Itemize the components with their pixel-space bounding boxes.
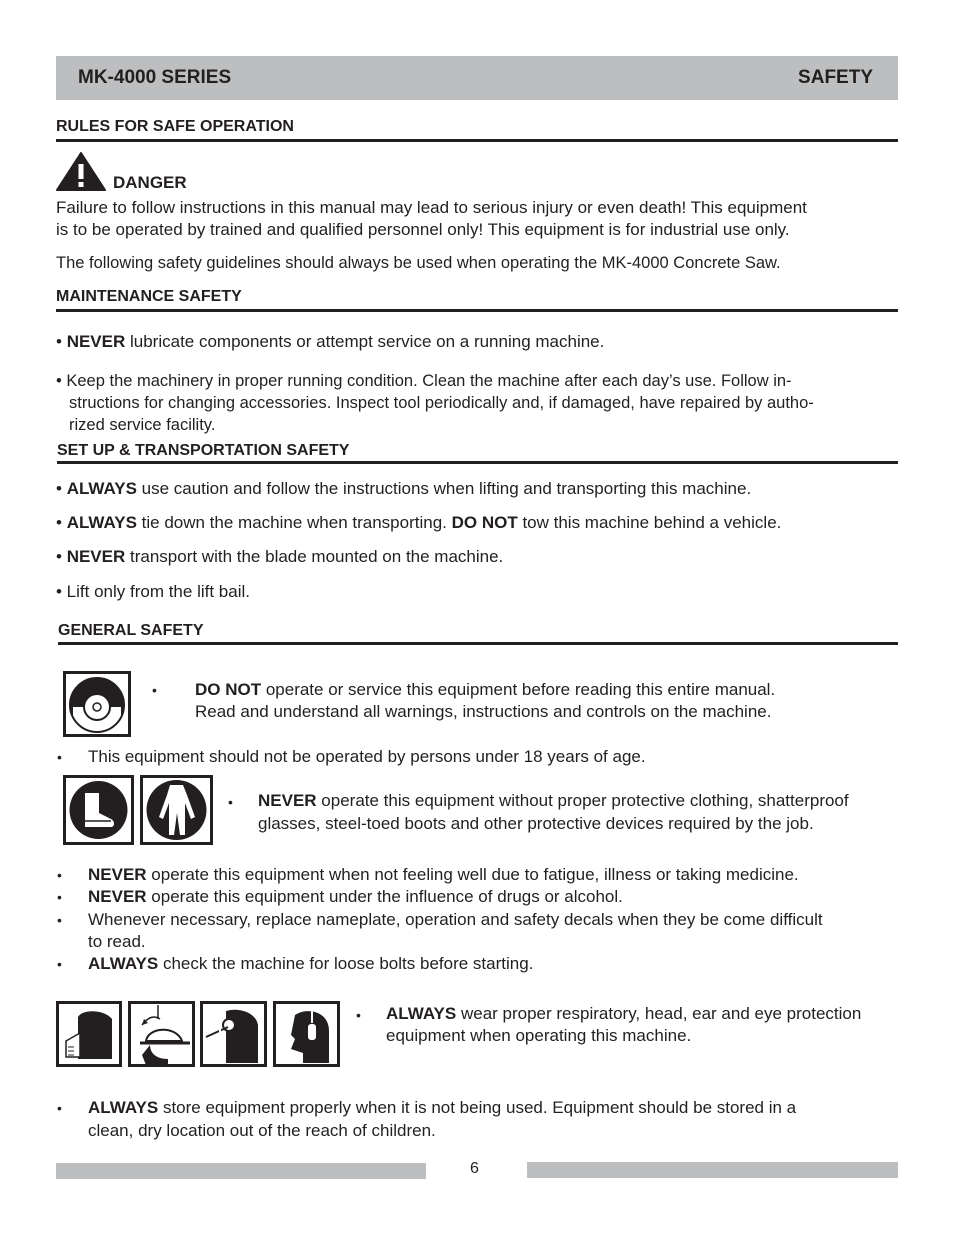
- bullet: •: [56, 513, 62, 532]
- header-bar: [56, 56, 898, 100]
- item-text: operate this equipment under the influence of drugs or alcohol.: [146, 887, 623, 906]
- emphasis: NEVER: [258, 791, 317, 810]
- emphasis: ALWAYS: [386, 1004, 457, 1023]
- bullet: •: [57, 749, 62, 765]
- rule-divider: [56, 309, 898, 312]
- respirator-icon: [56, 1001, 122, 1067]
- item-text: use caution and follow the instructions when lifting and transporting this machine.: [136, 479, 752, 498]
- danger-label: DANGER: [113, 173, 187, 192]
- bullet: •: [57, 1100, 62, 1116]
- setup-item-4: • Lift only from the lift bail.: [56, 582, 250, 601]
- emphasis: NEVER: [66, 332, 126, 351]
- warning-triangle-icon: [56, 152, 106, 192]
- bolts-item: [88, 953, 533, 975]
- emphasis: NEVER: [66, 547, 126, 566]
- bullet: •: [57, 912, 62, 928]
- setup-item-2: [56, 512, 781, 534]
- item-text: operate or service this equipment before reading this entire manual.: [261, 680, 776, 699]
- danger-text-1: Failure to follow instructions in this manual may lead to serious injury or even death! This equipment: [56, 198, 807, 217]
- emphasis: DO NOT: [451, 513, 518, 532]
- storage-line-2: clean, dry location out of the reach of children.: [88, 1121, 436, 1140]
- maintenance-item-2-line-3: rized service facility.: [69, 416, 216, 434]
- rule-divider: [56, 139, 898, 142]
- maintenance-item-2-line-2: structions for changing accessories. Inspect tool periodically and, if damaged, have repaired by autho-: [69, 394, 814, 412]
- danger-text-2: is to be operated by trained and qualified personnel only! This equipment is for industrial use only.: [56, 220, 790, 239]
- maintenance-heading: MAINTENANCE SAFETY: [56, 288, 242, 305]
- protection-line-2: equipment when operating this machine.: [386, 1026, 692, 1045]
- setup-item-1: [56, 478, 751, 500]
- emphasis: ALWAYS: [66, 479, 137, 498]
- series-title: MK-4000 SERIES: [78, 67, 232, 88]
- item-text: tow this machine behind a vehicle.: [517, 513, 782, 532]
- ear-protection-icon: [273, 1001, 340, 1067]
- bullet: •: [228, 794, 233, 810]
- age-item: This equipment should not be operated by persons under 18 years of age.: [88, 747, 646, 766]
- protection-line-1: [386, 1003, 861, 1025]
- emphasis: ALWAYS: [88, 954, 159, 973]
- emphasis: NEVER: [88, 865, 147, 884]
- safety-boots-icon: [63, 775, 134, 845]
- footer-bar-left: [56, 1163, 426, 1179]
- item-text: check the machine for loose bolts before starting.: [158, 954, 534, 973]
- decal-line-1: Whenever necessary, replace nameplate, operation and safety decals when they be come difficult: [88, 910, 823, 929]
- page-number: 6: [470, 1160, 479, 1177]
- item-text: lubricate components or attempt service on a running machine.: [125, 332, 605, 351]
- item-text: wear proper respiratory, head, ear and eye protection: [456, 1004, 862, 1023]
- emphasis: ALWAYS: [88, 1098, 159, 1117]
- bullet: •: [57, 956, 62, 972]
- ppe-line-1: [258, 790, 849, 812]
- drugs-item: [88, 886, 623, 908]
- item-text: operate this equipment when not feeling well due to fatigue, illness or taking medicine.: [146, 865, 799, 884]
- rule-divider: [58, 642, 898, 645]
- guideline-text: The following safety guidelines should always be used when operating the MK-4000 Concrete Saw.: [56, 254, 781, 272]
- bullet: •: [57, 867, 62, 883]
- hard-hat-icon: [128, 1001, 195, 1067]
- ppe-line-2: glasses, steel-toed boots and other protective devices required by the job.: [258, 814, 814, 833]
- maintenance-item-1: [56, 331, 604, 353]
- read-manual-icon: [63, 671, 131, 737]
- item-text: tie down the machine when transporting.: [136, 513, 452, 532]
- emphasis: NEVER: [88, 887, 147, 906]
- rules-heading: RULES FOR SAFE OPERATION: [56, 118, 294, 135]
- storage-line-1: [88, 1097, 796, 1119]
- bullet: •: [56, 332, 62, 351]
- bullet: •: [57, 889, 62, 905]
- rule-divider: [57, 461, 898, 464]
- maintenance-item-2-line-1: • Keep the machinery in proper running condition. Clean the machine after each day’s use. Follow in-: [56, 372, 792, 390]
- footer-bar-right: [527, 1162, 898, 1178]
- bullet: •: [356, 1007, 361, 1023]
- decal-line-2: to read.: [88, 932, 146, 951]
- item-text: transport with the blade mounted on the machine.: [125, 547, 504, 566]
- general-heading: GENERAL SAFETY: [58, 622, 204, 639]
- setup-item-3: [56, 546, 503, 568]
- face-shield-icon: [200, 1001, 267, 1067]
- section-title: SAFETY: [798, 67, 873, 88]
- bullet: •: [56, 479, 62, 498]
- emphasis: ALWAYS: [66, 513, 137, 532]
- item-text: operate this equipment without proper protective clothing, shatterproof: [316, 791, 849, 810]
- setup-heading: SET UP & TRANSPORTATION SAFETY: [57, 442, 350, 459]
- bullet: •: [56, 547, 62, 566]
- illness-item: [88, 864, 799, 886]
- manual-line-2: Read and understand all warnings, instructions and controls on the machine.: [195, 702, 772, 721]
- protective-clothing-icon: [140, 775, 213, 845]
- manual-line-1: [195, 679, 775, 701]
- emphasis: DO NOT: [195, 680, 262, 699]
- item-text: store equipment properly when it is not being used. Equipment should be stored in a: [158, 1098, 797, 1117]
- bullet: •: [152, 682, 157, 698]
